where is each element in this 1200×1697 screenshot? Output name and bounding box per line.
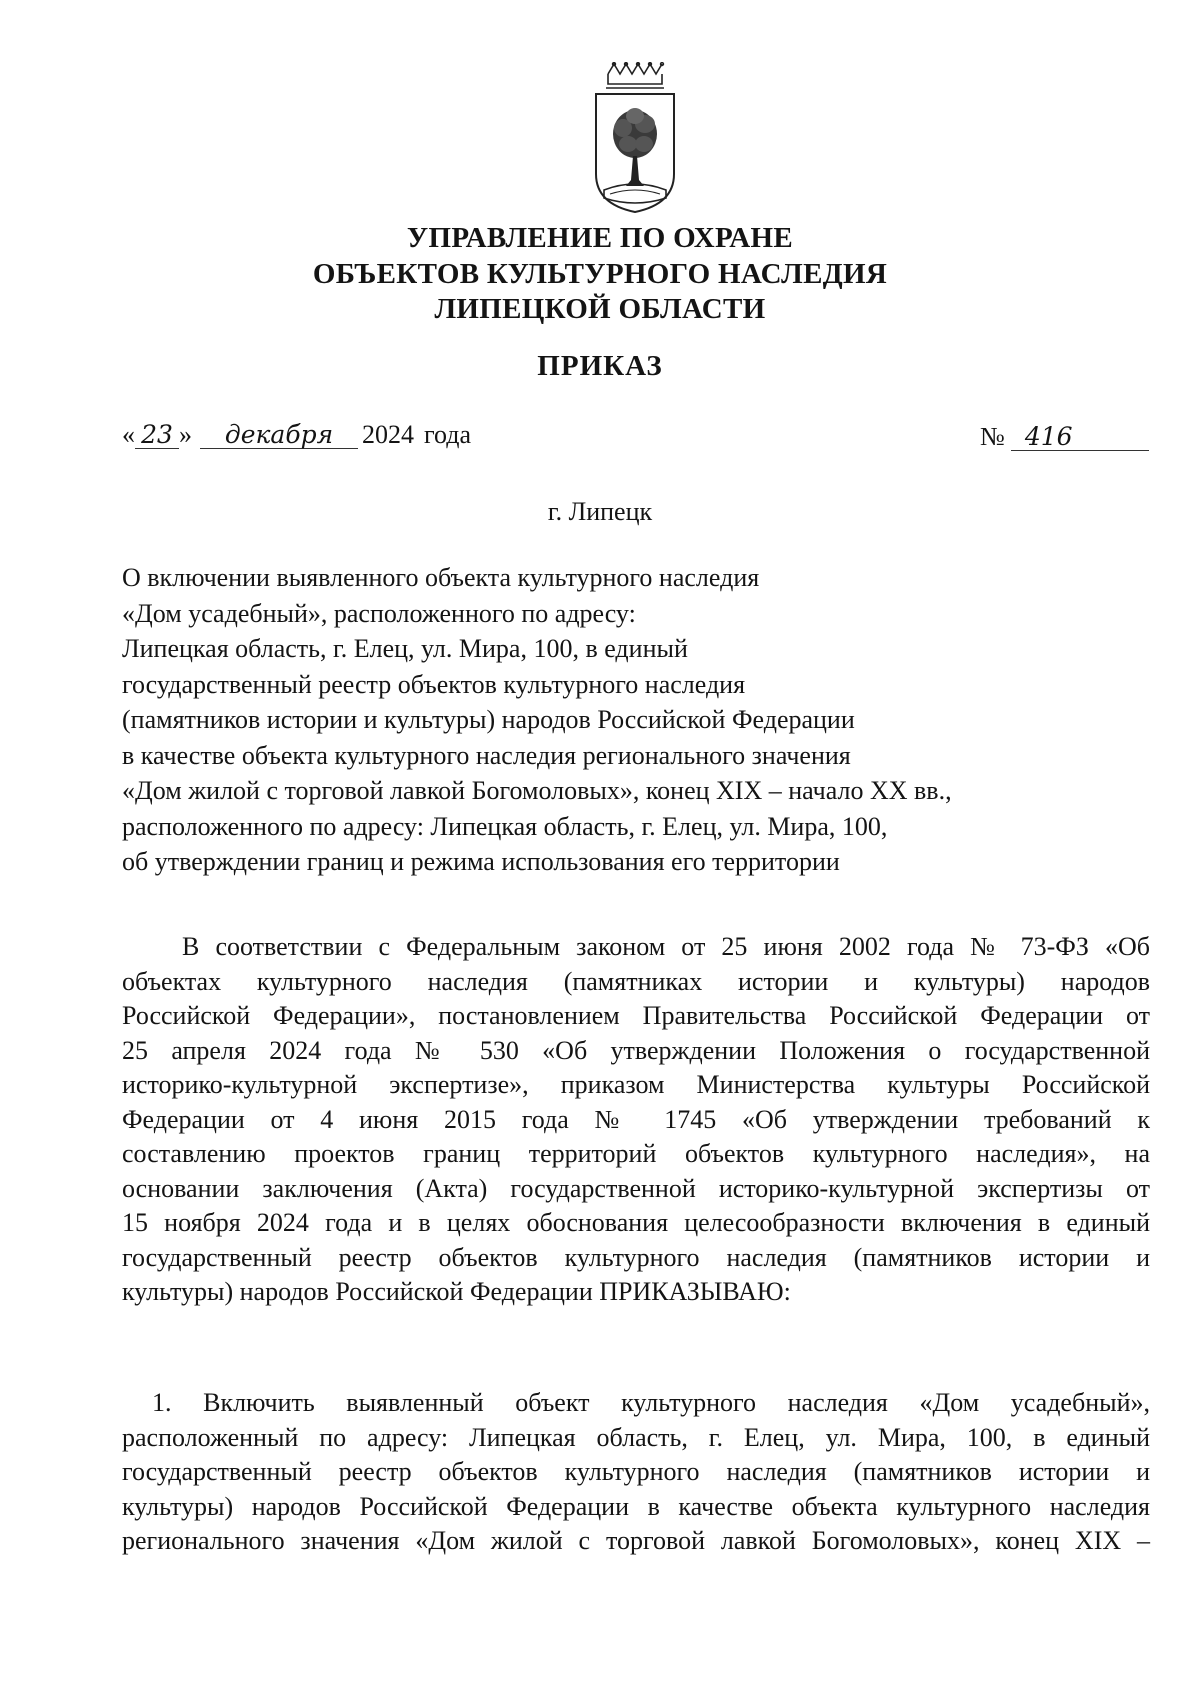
date-close-quote: » xyxy=(179,420,192,449)
coat-of-arms-icon xyxy=(590,62,680,214)
paragraph-line: В соответствии с Федеральным законом от 25 июня 2002 года № 73-ФЗ «Об xyxy=(182,932,1150,961)
document-type: ПРИКАЗ xyxy=(537,350,663,382)
paragraph-line: культуры) народов Российской Федерации ПРИКАЗЫВАЮ: xyxy=(122,1277,791,1306)
paragraph-line: основании заключения (Акта) государственной историко-культурной экспертизы от xyxy=(122,1173,1150,1203)
paragraph-line: Российской Федерации», постановлением Правительства Российской Федерации от xyxy=(122,1001,1150,1030)
title-line: О включении выявленного объекта культурного наследия xyxy=(122,563,760,592)
title-line: (памятников истории и культуры) народов Российской Федерации xyxy=(122,705,855,734)
paragraph-line: 1. Включить выявленный объект культурного наследия «Дом усадебный», xyxy=(152,1388,1150,1417)
document-city: г. Липецк xyxy=(547,497,653,526)
paragraph-line: объектах культурного наследия (памятниках истории и культуры) народов xyxy=(122,966,1150,996)
title-line: расположенного по адресу: Липецкая область, г. Елец, ул. Мира, 100, xyxy=(122,811,888,841)
order-title xyxy=(122,560,1072,880)
paragraph-line: 15 ноября 2024 года и в целях обоснования целесообразности включения в единый xyxy=(122,1208,1150,1237)
date-day: 23 xyxy=(135,422,179,449)
document-date xyxy=(122,420,471,450)
number-sign: № xyxy=(980,422,1005,451)
date-open-quote: « xyxy=(122,420,135,449)
org-name-line-1: УПРАВЛЕНИЕ ПО ОХРАНЕ xyxy=(406,222,794,254)
date-year: 2024 xyxy=(362,420,414,449)
org-name-line-3: ЛИПЕЦКОЙ ОБЛАСТИ xyxy=(434,293,766,325)
paragraph-line: регионального значения «Дом жилой с торговой лавкой Богомоловых», конец XIX – xyxy=(122,1526,1150,1555)
paragraph-line: составлению проектов границ территорий объектов культурного наследия», на xyxy=(122,1139,1150,1168)
title-line: «Дом жилой с торговой лавкой Богомоловых», конец XIX – начало XX вв., xyxy=(122,776,952,805)
paragraph-line: государственный реестр объектов культурного наследия (памятников истории и xyxy=(122,1457,1150,1486)
org-name-line-2: ОБЪЕКТОВ КУЛЬТУРНОГО НАСЛЕДИЯ xyxy=(312,258,888,290)
title-line: об утверждении границ и режима использования его территории xyxy=(122,847,840,876)
paragraph-line: расположенный по адресу: Липецкая область, г. Елец, ул. Мира, 100, в единый xyxy=(122,1422,1150,1452)
title-line: «Дом усадебный», расположенного по адресу: xyxy=(122,598,636,628)
title-line: Липецкая область, г. Елец, ул. Мира, 100, в единый xyxy=(122,634,688,663)
paragraph-line: историко-культурной экспертизе», приказом Министерства культуры Российской xyxy=(122,1070,1150,1099)
number-value: 416 xyxy=(1011,424,1149,451)
paragraph-line: 25 апреля 2024 года № 530 «Об утверждении Положения о государственной xyxy=(122,1035,1150,1065)
order-item-1 xyxy=(122,1386,1150,1559)
title-line: в качестве объекта культурного наследия регионального значения xyxy=(122,740,851,770)
date-month: декабря xyxy=(200,422,358,449)
date-year-word: года xyxy=(424,420,472,449)
paragraph-line: культуры) народов Российской Федерации в качестве объекта культурного наследия xyxy=(122,1491,1150,1521)
paragraph-line: государственный реестр объектов культурного наследия (памятников истории и xyxy=(122,1242,1150,1272)
preamble-paragraph xyxy=(122,930,1150,1310)
title-line: государственный реестр объектов культурного наследия xyxy=(122,669,746,699)
paragraph-line: Федерации от 4 июня 2015 года № 1745 «Об утверждении требований к xyxy=(122,1104,1150,1134)
document-number xyxy=(980,422,1149,452)
